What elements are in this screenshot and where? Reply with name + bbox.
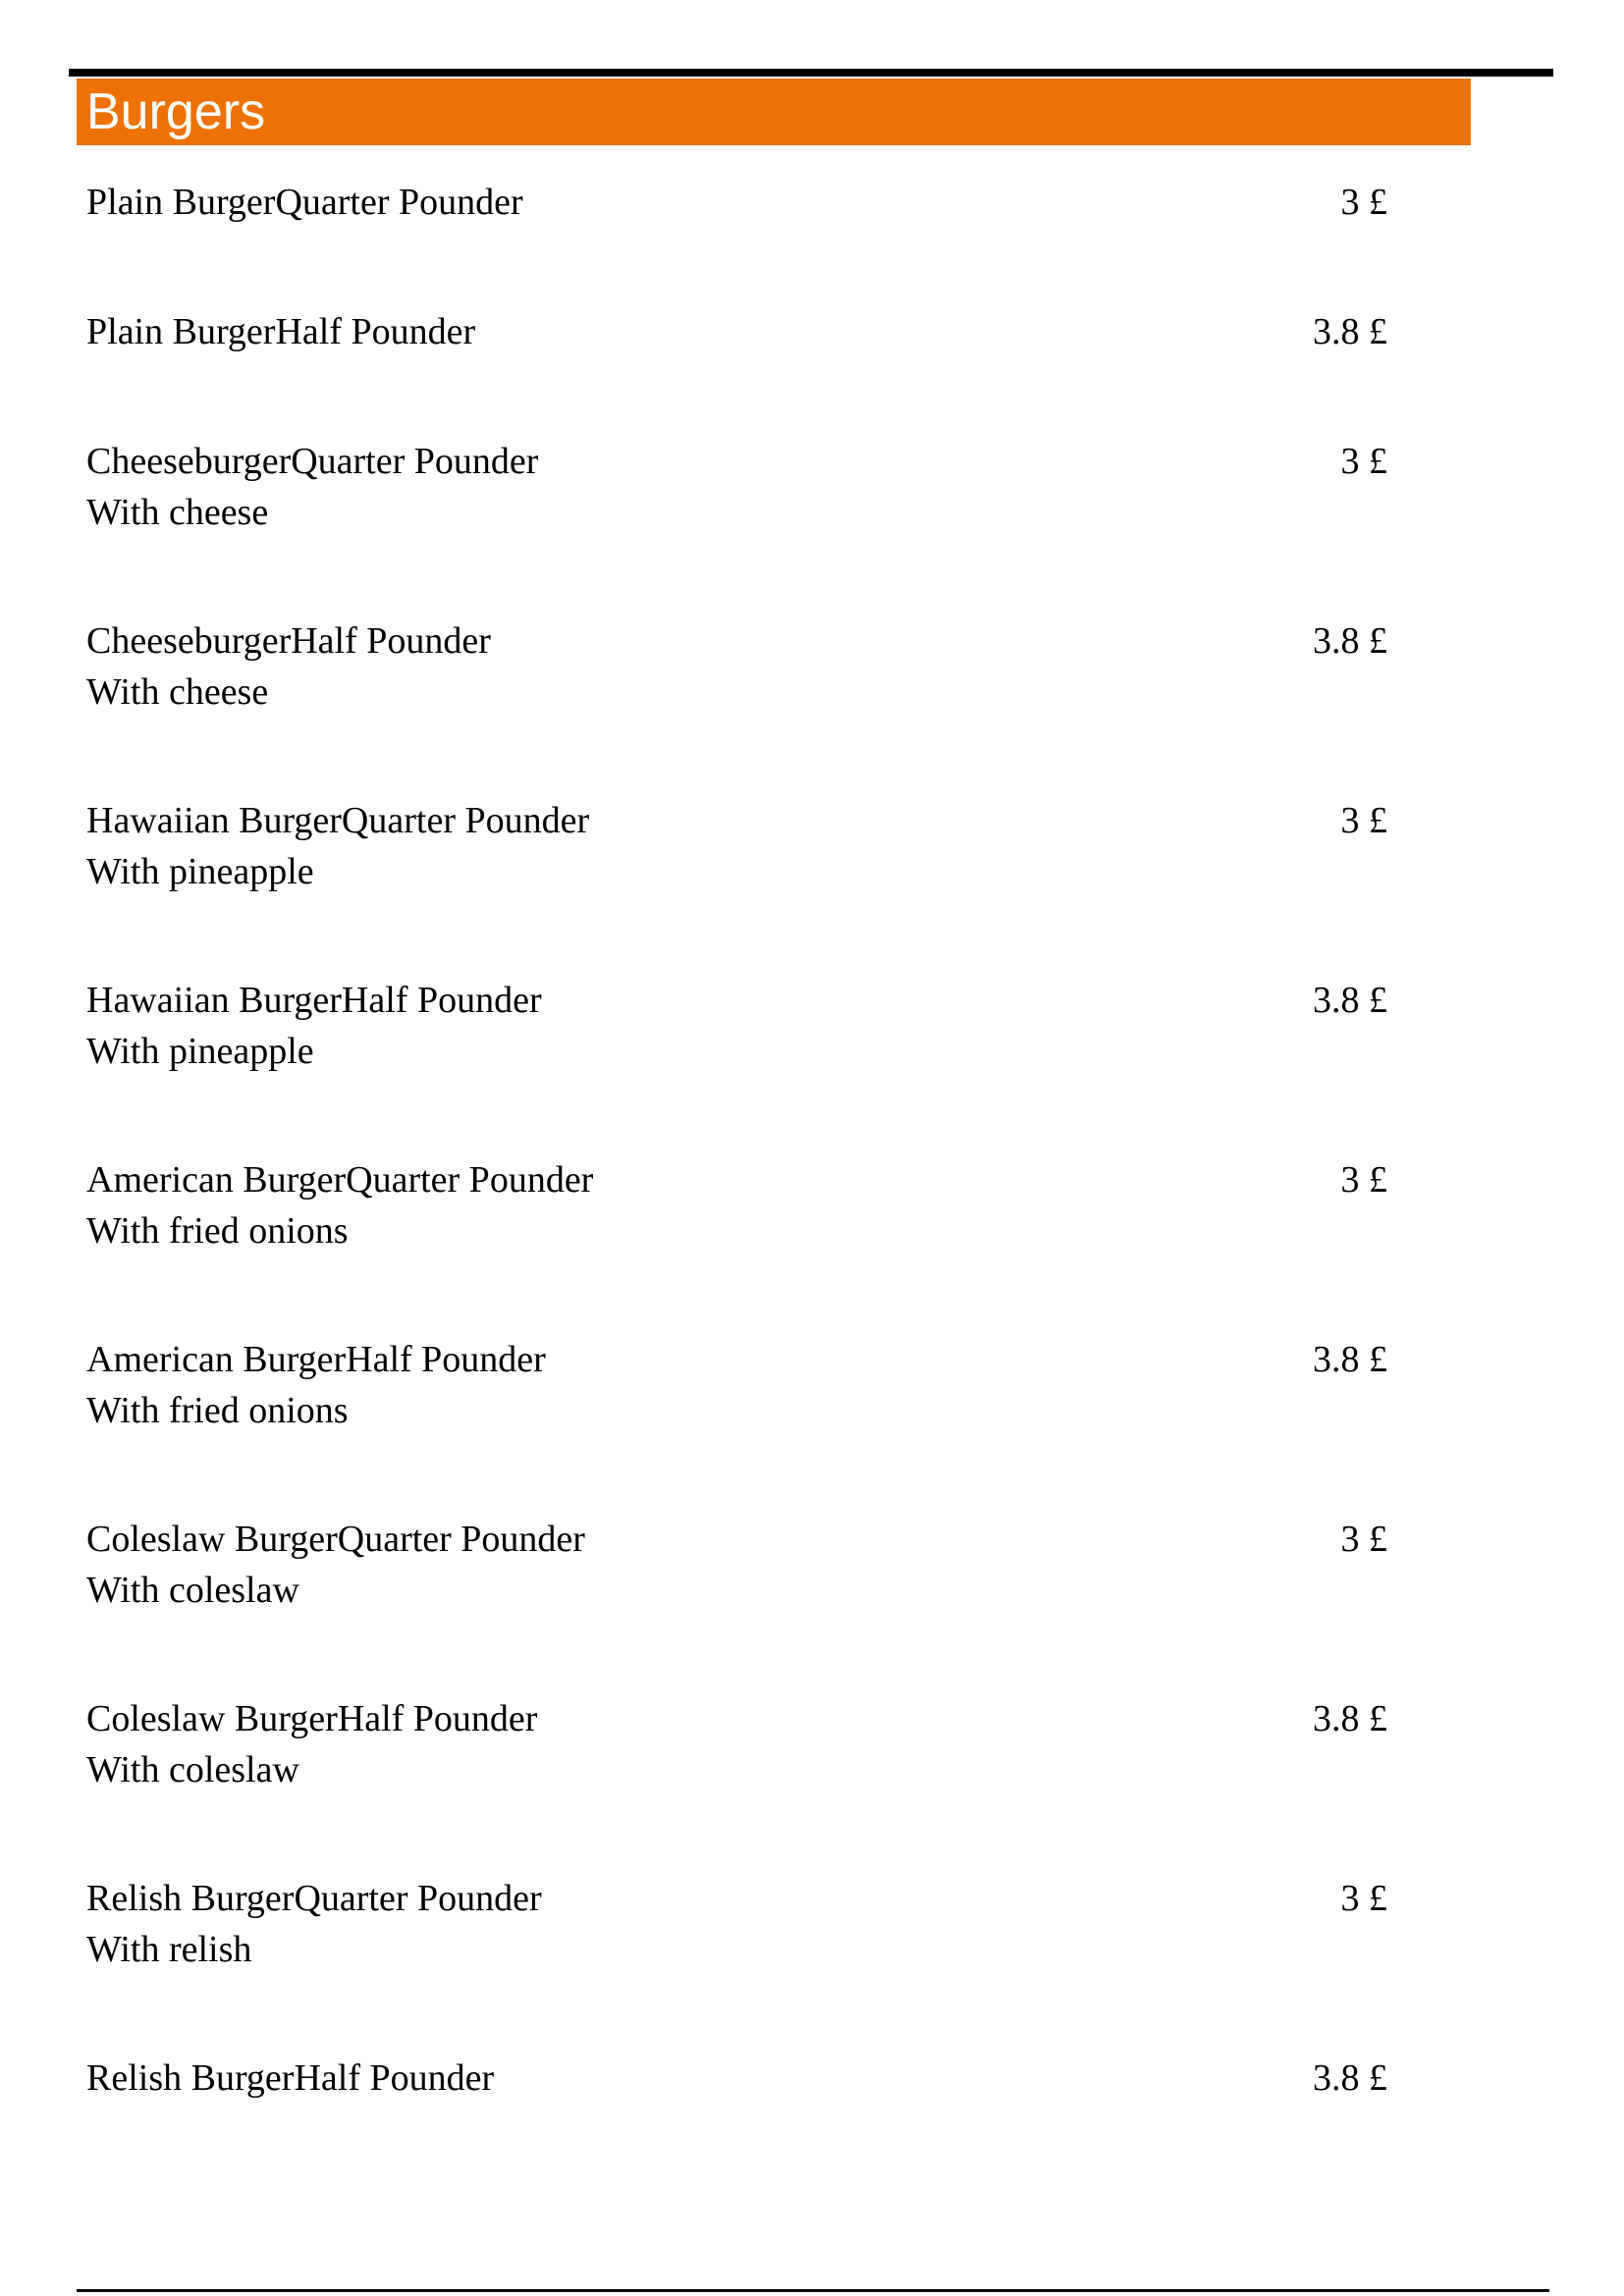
item-price: 3.8 £ (1313, 1339, 1387, 1380)
menu-item (86, 436, 1387, 544)
menu-item (86, 615, 1387, 723)
item-price: 3 £ (1340, 441, 1387, 482)
menu-item (86, 177, 1387, 285)
item-name: CheeseburgerQuarter Pounder (86, 441, 539, 482)
item-name: Relish BurgerHalf Pounder (86, 2057, 495, 2099)
item-name: Plain BurgerQuarter Pounder (86, 182, 523, 223)
item-description: With pineapple (86, 851, 314, 892)
menu-item (86, 975, 1387, 1083)
bottom-divider (77, 2289, 1549, 2292)
item-price: 3.8 £ (1313, 980, 1387, 1021)
item-description: With cheese (86, 671, 269, 713)
item-price: 3 £ (1340, 1519, 1387, 1560)
menu-item (86, 1514, 1387, 1622)
menu-item (86, 1873, 1387, 1981)
item-price: 3 £ (1340, 1878, 1387, 1919)
menu-item (86, 1154, 1387, 1262)
item-name: Relish BurgerQuarter Pounder (86, 1878, 542, 1919)
item-price: 3 £ (1340, 800, 1387, 841)
item-price: 3 £ (1340, 1159, 1387, 1201)
item-name: CheeseburgerHalf Pounder (86, 620, 491, 662)
menu-item (86, 795, 1387, 903)
menu-item (86, 306, 1387, 414)
item-name: Plain BurgerHalf Pounder (86, 311, 476, 352)
item-price: 3.8 £ (1313, 311, 1387, 352)
menu-item (86, 1693, 1387, 1801)
item-name: Hawaiian BurgerQuarter Pounder (86, 800, 590, 841)
item-price: 3.8 £ (1313, 1698, 1387, 1739)
item-description: With cheese (86, 492, 269, 533)
item-name: Coleslaw BurgerHalf Pounder (86, 1698, 538, 1739)
item-description: With relish (86, 1929, 252, 1970)
item-name: Hawaiian BurgerHalf Pounder (86, 980, 542, 1021)
item-price: 3 £ (1340, 182, 1387, 223)
item-name: Coleslaw BurgerQuarter Pounder (86, 1519, 585, 1560)
section-title: Burgers (86, 83, 266, 140)
item-name: American BurgerQuarter Pounder (86, 1159, 594, 1201)
menu-item (86, 1334, 1387, 1442)
item-description: With coleslaw (86, 1749, 299, 1790)
item-description: With fried onions (86, 1390, 349, 1431)
item-name: American BurgerHalf Pounder (86, 1339, 546, 1380)
item-description: With fried onions (86, 1210, 349, 1252)
item-description: With pineapple (86, 1031, 314, 1072)
item-price: 3.8 £ (1313, 620, 1387, 662)
item-price: 3.8 £ (1313, 2057, 1387, 2099)
menu-item (86, 2053, 1387, 2161)
item-description: With coleslaw (86, 1570, 299, 1611)
